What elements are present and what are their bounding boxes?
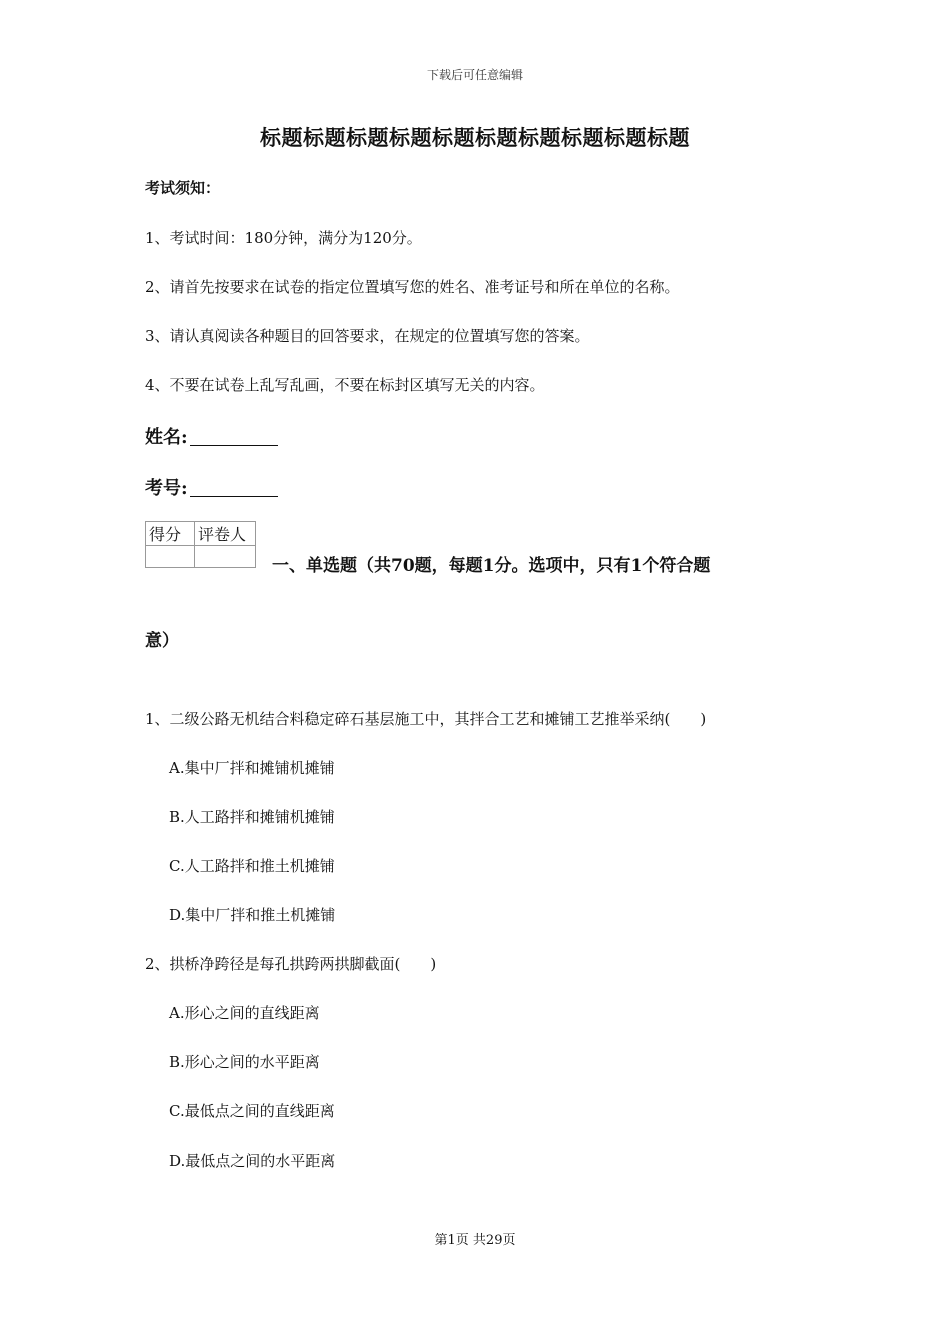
instruction-item: 2、请首先按要求在试卷的指定位置填写您的姓名、准考证号和所在单位的名称。 [145,278,680,296]
page-title: 标题标题标题标题标题标题标题标题标题标题 [260,125,690,150]
page-number: 第1页 共29页 [434,1233,516,1248]
instruction-item: 3、请认真阅读各种题目的回答要求，在规定的位置填写您的答案。 [145,327,590,345]
score-header: 得分 [146,522,195,546]
score-table [145,521,256,568]
name-field[interactable] [145,423,278,449]
question-1-option-c[interactable]: C.人工路拌和推土机摊铺 [169,857,335,875]
question-1-option-d[interactable]: D.集中厂拌和推土机摊铺 [169,906,336,924]
section-heading-line1: 一、单选题（共70题，每题1分。选项中，只有1个符合题 [272,556,711,576]
score-cell[interactable] [146,546,195,568]
grader-cell[interactable] [195,546,256,568]
exam-number-blank[interactable] [190,478,278,497]
question-2-option-d[interactable]: D.最低点之间的水平距离 [169,1152,336,1170]
question-1-option-b[interactable]: B.人工路拌和摊铺机摊铺 [169,808,335,826]
exam-number-field[interactable] [145,474,278,500]
question-2-option-a[interactable]: A.形心之间的直线距离 [169,1004,320,1022]
instructions-heading: 考试须知： [145,179,221,197]
question-1-option-a[interactable]: A.集中厂拌和摊铺机摊铺 [169,759,335,777]
question-2: 2、拱桥净跨径是每孔拱跨两拱脚截面( ) [145,955,437,973]
question-1: 1、二级公路无机结合料稳定碎石基层施工中，其拌合工艺和摊铺工艺推举采纳( ) [145,710,707,728]
grader-header: 评卷人 [195,522,256,546]
exam-number-label: 考号: [145,478,188,499]
question-2-option-c[interactable]: C.最低点之间的直线距离 [169,1102,335,1120]
question-2-option-b[interactable]: B.形心之间的水平距离 [169,1053,320,1071]
instruction-item: 1、考试时间：180分钟，满分为120分。 [145,229,422,247]
name-blank[interactable] [190,427,278,446]
section-heading-line2: 意） [145,631,179,651]
name-label: 姓名: [145,427,188,448]
header-note: 下载后可任意编辑 [426,68,523,82]
instruction-item: 4、不要在试卷上乱写乱画，不要在标封区填写无关的内容。 [145,376,545,394]
